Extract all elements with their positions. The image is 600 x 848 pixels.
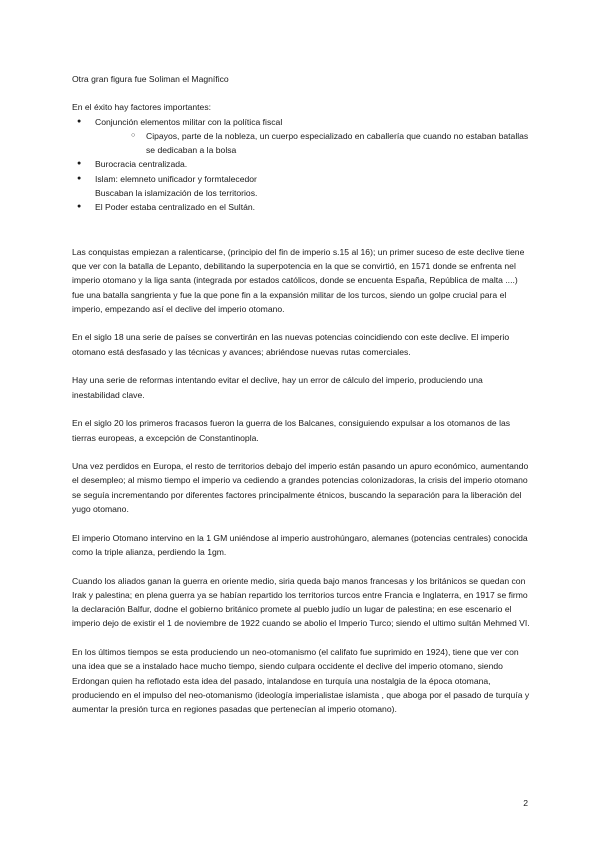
factor-text: El Poder estaba centralizado en el Sultán.	[95, 202, 256, 213]
factor-item	[72, 200, 532, 214]
body-paragraph: En el siglo 20 los primeros fracasos fueron la guerra de los Balcanes, consiguiendo expulsar a los otomanos de las tierras europeas, a excepción de Constantinopla.	[72, 418, 511, 443]
body-paragraph: Una vez perdidos en Europa, el resto de territorios debajo del imperio están pasando un apuro económico, aumentando el desempleo; al mismo tiempo el imperio va cediendo a grandes potencias colonizadoras, la crisis del imperio otomano se seguía incrementando por diferentes factores principalmente étnicos, buscando la separación para la liberación del yugo otomano.	[72, 461, 529, 515]
intro-line: En el éxito hay factores importantes:	[72, 102, 212, 113]
factor-sublist	[95, 129, 532, 158]
factors-list	[72, 115, 532, 215]
body-paragraph: En los últimos tiempos se esta produciendo un neo-otomanismo (el califato fue suprimido en 1924), tiene que ver con una idea que se a instalado hace mucho tiempo, siendo culpara occidente el declive del imperio otomano, siendo Erdongan quien ha reflotado esta idea del pasado, intalandose en turquía una nostalgia de la época otomana, produciendo en el impulso del neo-otomanismo (ideología imperialistae islamista , que aboga por el pasado de turquía y aumentar la presión turca en regiones pasadas que pertenecían al imperio otomano).	[72, 646, 530, 715]
factor-subitem: ○ Cipayos, parte de la nobleza, un cuerpo especializado en caballería que cuando no estaban batallas se dedicaban a la bolsa	[131, 129, 532, 158]
factor-item	[72, 115, 532, 158]
body-paragraph: Cuando los aliados ganan la guerra en oriente medio, siria queda bajo manos francesas y los británicos se quedan con Irak y palestina; en plena guerra ya se habían repartido los territorios turcos entre Francia e Inglaterra, en 1917 se firmo la declaración Balfur, dodne el gobierno británico promete al pueblo judío un lugar de palestina; en ese escenario el imperio dejo de existir el 1 de noviembre de 1922 cuando se abolio el Imperio Turco; siendo el ultimo sultán Mehmed VI.	[72, 575, 530, 629]
factor-text: Conjunción elementos militar con la política fiscal	[95, 116, 283, 127]
section-title: Otra gran figura fue Soliman el Magnífico	[72, 74, 229, 84]
body-paragraph: En el siglo 18 una serie de países se convertirán en las nuevas potencias coincidiendo con este declive. El imperio otomano está desfasado y las técnicas y avances; abriéndose nuevas rutas comerciales.	[72, 332, 510, 357]
section-spacer	[72, 215, 532, 245]
body-paragraph: Hay una serie de reformas intentando evitar el declive, hay un error de cálculo del imperio, produciendo una inestabilidad clave.	[72, 375, 483, 400]
factor-item	[72, 157, 532, 171]
factor-item	[72, 172, 532, 201]
factor-text: Islam: elemneto unificador y formtalecedor	[95, 173, 257, 184]
page-number: 2	[523, 798, 528, 808]
factor-continuation: Buscaban la islamización de los territorios.	[95, 188, 258, 199]
body-paragraph: Las conquistas empiezan a ralenticarse, (principio del fin de imperio s.15 al 16); un primer suceso de este declive tiene que ver con la batalla de Lepanto, debilitando la superpotencia en la que se convirtió, en 1571 donde se enfrenta nel imperio otomano y la liga santa (integrada por estados católicos, donde se encuenta España, República de malta ....) fue una batalla sangrienta y fue la que pone fin a la expansión militar de los turcos, siendo un golpe crucial para el imperio, empezando así el declive del imperio otomano.	[72, 246, 525, 314]
page-content	[72, 72, 532, 731]
body-paragraph: El imperio Otomano intervino en la 1 GM uniéndose al imperio austrohúngaro, alemanes (potencias centrales) conocida como la triple alianza, perdiendo la 1gm.	[72, 532, 528, 557]
factor-text: Burocracia centralizada.	[95, 159, 188, 170]
